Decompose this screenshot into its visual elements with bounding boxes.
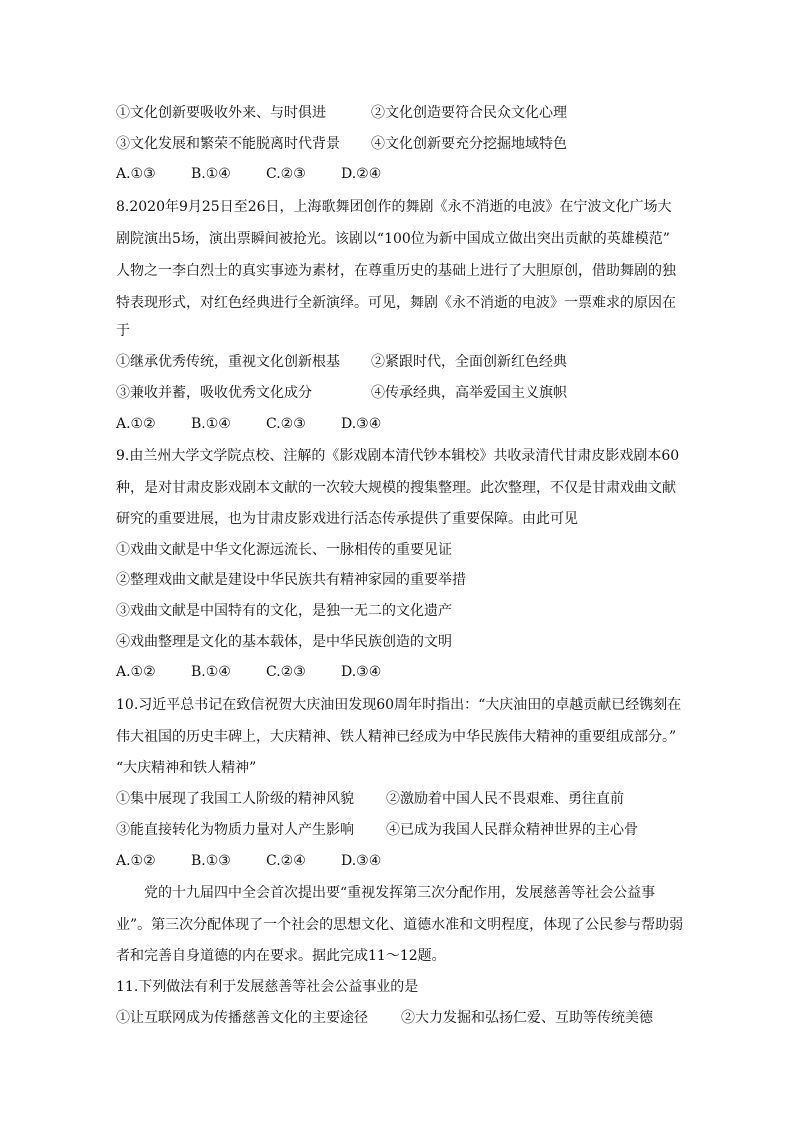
q11-stem: 11.下列做法有利于发展慈善等社会公益事业的是 xyxy=(116,979,419,995)
passage-line-2: 业”。第三次分配体现了一个社会的思想文化、道德水准和文明程度，体现了公民参与帮助弱 xyxy=(116,917,684,933)
q9-answer-c: C.②③ xyxy=(266,664,306,680)
q7-answer-a: A.①③ xyxy=(116,166,156,182)
q7-answer-b: B.①④ xyxy=(191,166,231,182)
q10-option-3: ③能直接转化为物质力量对人产生影响 xyxy=(116,822,354,838)
passage-line-1: 党的十九届四中全会首次提出要“重视发挥第三次分配作用，发展慈善等社会公益事 xyxy=(144,885,656,901)
q10-option-4: ④已成为我国人民群众精神世界的主心骨 xyxy=(386,822,638,838)
q10-stem-line-3: “大庆精神和铁人精神” xyxy=(116,760,257,776)
q9-stem-line-3: 研究的重要进展，也为甘肃皮影戏进行活态传承提供了重要保障。由此可见 xyxy=(116,511,578,527)
q9-answer-a: A.①② xyxy=(116,664,156,680)
q7-option-2: ②文化创造要符合民众文化心理 xyxy=(371,105,567,121)
q8-option-1: ①继承优秀传统，重视文化创新根基 xyxy=(116,354,340,370)
q9-answer-d: D.③④ xyxy=(341,664,382,680)
q8-answer-c: C.②③ xyxy=(266,416,306,432)
q10-stem-line-2: 伟大祖国的历史丰碑上，大庆精神、铁人精神已经成为中华民族伟大精神的重要组成部分。” xyxy=(116,729,677,745)
q10-option-2: ②激励着中国人民不畏艰难、勇往直前 xyxy=(386,791,624,807)
q9-option-1: ①戏曲文献是中华文化源远流长、一脉相传的重要见证 xyxy=(116,542,452,558)
q8-option-3: ③兼收并蓄，吸收优秀文化成分 xyxy=(116,385,312,401)
q8-stem-line-2: 剧院演出5场，演出票瞬间被抢光。该剧以“100位为新中国成立做出突出贡献的英雄模范” xyxy=(116,231,670,247)
q8-answer-d: D.③④ xyxy=(341,416,382,432)
q8-stem-line-3: 人物之一李白烈士的真实事迹为素材，在尊重历史的基础上进行了大胆原创，借助舞剧的独 xyxy=(116,263,676,279)
q10-answer-d: D.③④ xyxy=(341,853,382,869)
q7-option-4: ④文化创新要充分挖掘地域特色 xyxy=(371,136,567,152)
q8-option-4: ④传承经典，高举爱国主义旗帜 xyxy=(371,385,567,401)
q8-stem-line-1: 8.2020年9月25日至26日，上海歌舞团创作的舞剧《永不消逝的电波》在宁波文化广场大 xyxy=(116,199,672,215)
q9-stem-line-2: 种，是对甘肃皮影戏剧本文献的一次较大规模的搜集整理。此次整理，不仅是甘肃戏曲文献 xyxy=(116,480,676,496)
q9-stem-line-1: 9.由兰州大学文学院点校、注解的《影戏剧本清代钞本辑校》共收录清代甘肃皮影戏剧本60 xyxy=(116,448,680,464)
q9-option-2: ②整理戏曲文献是建设中华民族共有精神家园的重要举措 xyxy=(116,572,466,588)
q9-option-3: ③戏曲文献是中国特有的文化，是独一无二的文化遗产 xyxy=(116,603,452,619)
q10-answer-b: B.①③ xyxy=(191,853,231,869)
q8-option-2: ②紧跟时代，全面创新红色经典 xyxy=(371,354,567,370)
q7-answer-d: D.②④ xyxy=(341,166,382,182)
q11-option-2: ②大力发掘和弘扬仁爱、互助等传统美德 xyxy=(401,1010,653,1026)
q7-answer-c: C.②③ xyxy=(266,166,306,182)
q9-answer-b: B.①④ xyxy=(191,664,231,680)
q8-stem-line-4: 特表现形式，对红色经典进行全新演绎。可见，舞剧《永不消逝的电波》一票难求的原因在 xyxy=(116,295,676,311)
q8-answer-a: A.①② xyxy=(116,416,156,432)
q7-option-1: ①文化创新要吸收外来、与时俱进 xyxy=(116,105,326,121)
passage-line-3: 者和完善自身道德的内在要求。据此完成11～12题。 xyxy=(116,948,446,964)
q9-option-4: ④戏曲整理是文化的基本载体，是中华民族创造的文明 xyxy=(116,634,452,650)
q8-answer-b: B.①④ xyxy=(191,416,231,432)
q10-answer-c: C.②④ xyxy=(266,853,306,869)
q11-option-1: ①让互联网成为传播慈善文化的主要途径 xyxy=(116,1010,368,1026)
q10-option-1: ①集中展现了我国工人阶级的精神风貌 xyxy=(116,791,354,807)
q10-answer-a: A.①② xyxy=(116,853,156,869)
q8-stem-line-5: 于 xyxy=(116,323,130,339)
q7-option-3: ③文化发展和繁荣不能脱离时代背景 xyxy=(116,136,340,152)
q10-stem-line-1: 10.习近平总书记在致信祝贺大庆油田发现60周年时指出：“大庆油田的卓越贡献已经镌刻在 xyxy=(116,697,682,713)
